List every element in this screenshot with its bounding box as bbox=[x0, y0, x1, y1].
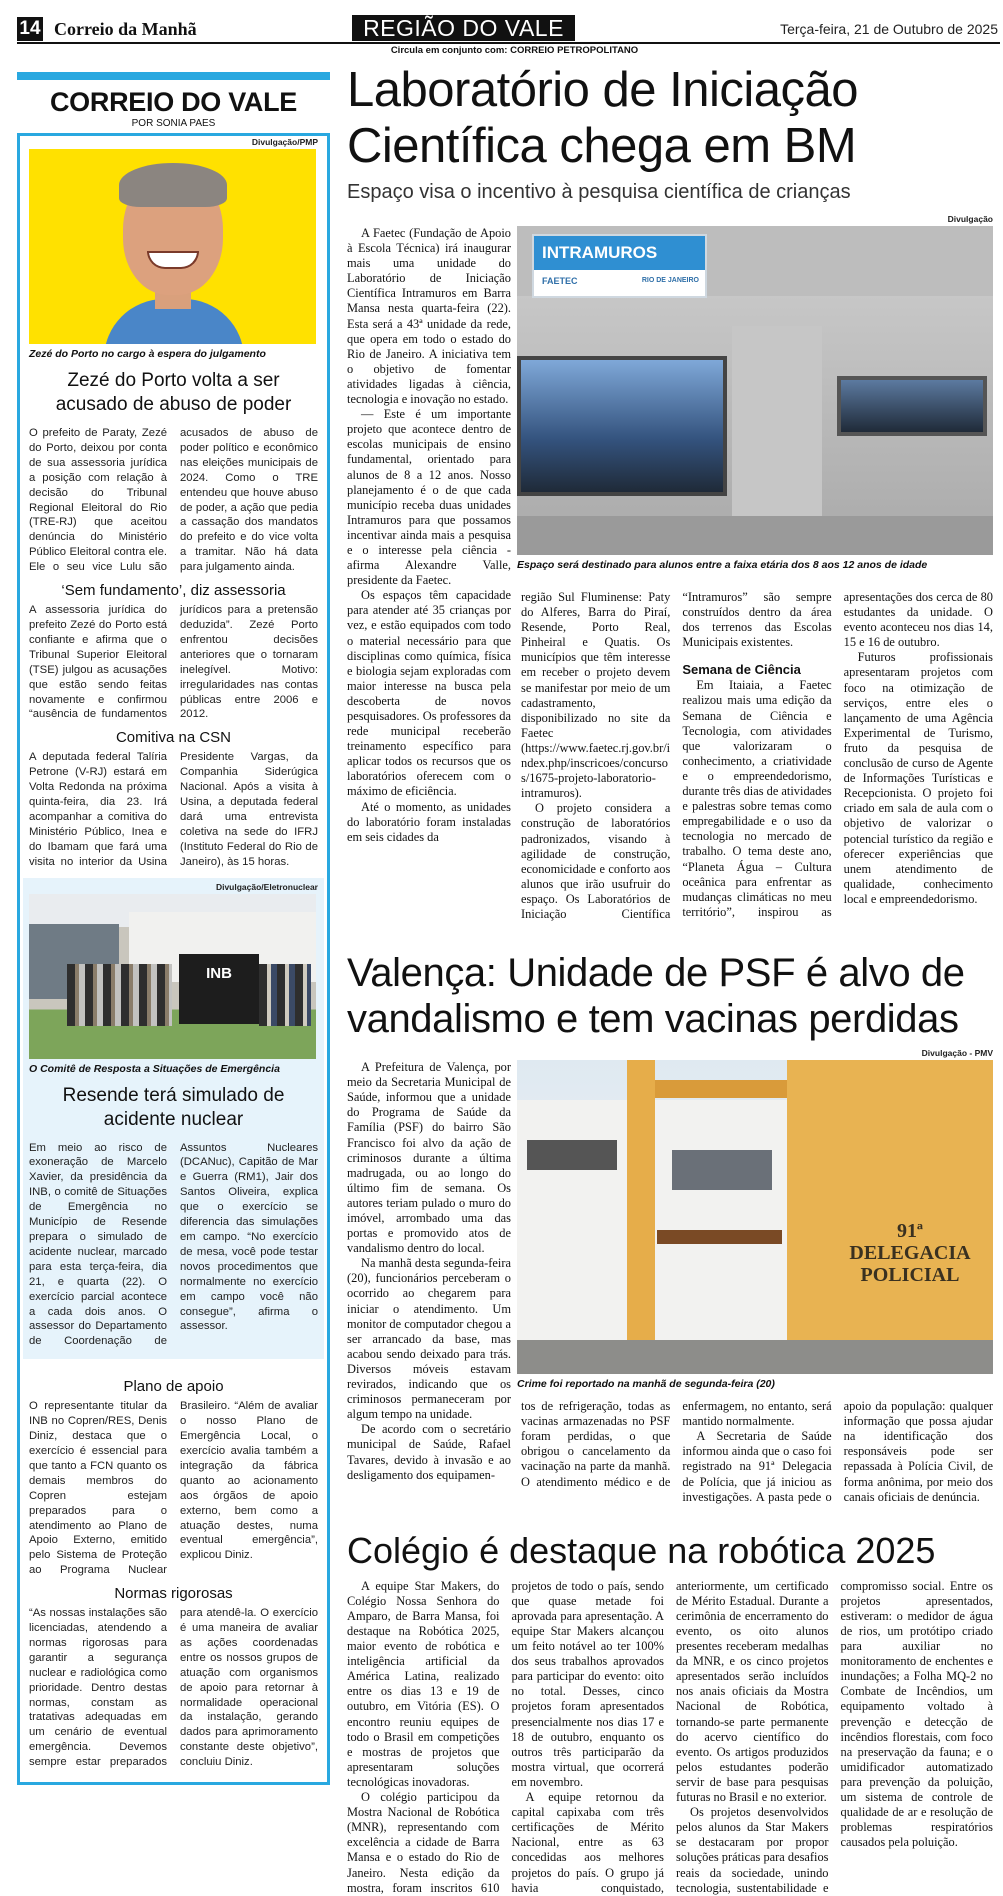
story-subhead: ‘Sem fundamento’, diz assessoria bbox=[61, 582, 286, 600]
story-text: O representante titular da INB no Copren/RES, Denis Diniz, destaca que o exercício é essencial para que tanto a FCN quanto os demais membros do Copren estejam preparados para o atendimento ao Plano de Apoio Externo, emitido pelo Sistema de Proteção ao Programa Nuclear Brasileiro. “Além de avaliar o nosso Plano de Emergência Local, o exercício avalia também a integração da fábrica quanto ao acionamento aos órgãos de apoio externo, bem como a atuação destes, numa eventual emergência”, explicou Diniz. bbox=[29, 1400, 318, 1577]
article-columns bbox=[517, 1399, 993, 1505]
paragraph: De acordo com o secretário municipal de Saúde, Rafael Tavares, devido à invasão e ao desligamento dos equipamen- bbox=[347, 1422, 511, 1482]
sign-org: FAETEC bbox=[542, 276, 578, 286]
column-byline: POR SONIA PAES bbox=[131, 118, 216, 129]
photo-caption: Zezé do Porto no cargo à espera do julgamento bbox=[29, 348, 266, 360]
paragraph: tos de refrigeração, todas as vacinas armazenadas no PSF foram perdidas, o que obrigou o cancelamento da vacinação na parte da manhã. O atendimento médico e de enfermagem, no entanto, será mantido normalmente. bbox=[521, 1399, 832, 1489]
story-text: Em meio ao risco de exoneração de Marcelo Xavier, da presidência da INB, o comitê de Situações de Emergência no Município de Resende prepara o simulado de acidente nuclear, marcado para esta terça-feira, dia 21, e quarta (22). O exercício parcial acontece a cada dois anos. O assessor do Departamento de Coordenação de Assuntos Nucleares (DCANuc), Capitão de Mar e Guerra (RM1), Jair dos Santos Oliveira, explica que o exercício se diferencia das simulações em campo. “No exercício de mesa, você pode testar novos procedimentos que normalmente no exercício em campo você não consegue”, afirma o assessor. bbox=[29, 1141, 318, 1348]
inb-sign: INB bbox=[179, 954, 259, 1024]
paragraph: Na manhã desta segunda-feira (20), funcionários perceberam o ocorrido ao chegarem para iniciar o atendimento. Um monitor de computador chegou a ser arrancado da base, mas acabou sendo deixado para trás. Diversos móveis estavam revirados, indicando que os criminosos permaneceram por algum tempo na unidade. bbox=[347, 1256, 511, 1422]
article-columns bbox=[517, 590, 993, 922]
article-headline: Valença: Unidade de PSF é alvo de vandalismo e tem vacinas perdidas bbox=[347, 951, 965, 1042]
column-box bbox=[17, 133, 330, 1785]
photo-credit: Divulgação - PMV bbox=[921, 1048, 993, 1059]
paragraph: A equipe Star Makers, do Colégio Nossa Senhora do Amparo, de Barra Mansa, foi destaque na Robótica 2025, maior evento de robótica e inteligência artificial da América Latina, realizado entre os dias 13 e 19 de outubro, em Vitória (ES). O encontro reuniu equipes de todo o Brasil em competições e mostras de projetos que apresentaram soluções tecnológicas inovadoras. bbox=[347, 1578, 500, 1789]
newspaper-name: Correio da Manhã bbox=[54, 19, 197, 39]
paragraph: Até o momento, as unidades do laboratório foram instaladas em seis cidades da bbox=[347, 799, 511, 844]
header-rule bbox=[17, 42, 1000, 44]
photo-credit: Divulgação/PMP bbox=[251, 137, 318, 147]
nuclear-story-panel bbox=[23, 878, 324, 1360]
paragraph: — Este é um importante projeto que acontece dentro de escolas municipais de ensino fundamental, orientado para alunos de 8 a 12 anos. Nosso planejamento é o de que cada município receba duas unidades Intramuros para que possamos incentivar ainda mais a pesquisa e o interesse pela ciência - afirma Alexandre Valle, presidente da Faetec. bbox=[347, 407, 511, 588]
issue-date: Terça-feira, 21 de Outubro de 2025 bbox=[780, 21, 998, 37]
story-headline: Resende terá simulado de acidente nuclear bbox=[62, 1084, 285, 1130]
article-headline: Laboratório de Iniciação Científica chega em BM bbox=[347, 63, 859, 173]
story-text: O prefeito de Paraty, Zezé do Porto, deixou por conta de sua assessoria jurídica a posição com relação à decisão do Tribunal Regional Eleitoral do Rio (TRE-RJ) que aceitou denúncia do Ministério Público Eleitoral contra ele. Ele o seu vice Lulu são acusados de abuso de poder político e econômico nas eleições municipais de 2024. Como o TRE entendeu que houve abuso de poder, a ação que pedia a cassação dos mandatos do prefeito e do vice volta a tramitar. Não há data para julgamento ainda. bbox=[29, 427, 318, 574]
photo-caption: Espaço será destinado para alunos entre a faixa etária dos 8 aos 12 anos de idade bbox=[517, 559, 928, 571]
paragraph: A Faetec (Fundação de Apoio à Escola Técnica) irá inaugurar mais uma unidade do Laboratório de Iniciação Científica Intramuros em Barra Mansa nesta quarta-feira (22). Esta será a 43ª unidade da rede, que opera em todo o estado do Rio de Janeiro. A iniciativa tem o objetivo de fomentar atividades ligadas à ciência, tecnologia e inovação no estado. bbox=[347, 226, 511, 407]
story-text: A deputada federal Talíria Petrone (V-RJ) estará em Volta Redonda na próxima quinta-feira, dia 23. Irá acompanhar a comitiva do Ministério Público, Inea e do Ibamam que fará uma visita no interior da Usina Presidente Vargas, da Companhia Siderúgica Nacional. Após a visita à Usina, a deputada federal dará uma entrevista coletiva na sede do IFRJ (Instituto Federal do Rio de Janeiro), às 15 horas. bbox=[29, 751, 318, 868]
article-headline: Colégio é destaque na robótica 2025 bbox=[347, 1529, 936, 1571]
paragraph: Os projetos desenvolvidos pelos alunos da Star Makers se destacaram por propor soluções práticas para desafios reais da sociedade, unindo tecnologia, sustentabilidade e compromisso social. Entre os projetos apresentados, estiveram: o medidor de água de rios, um protótipo criado para auxiliar no monitoramento de enchentes e inundações; a Folha MQ-2 no Combate de Incêndios, um equipamento voltado à prevenção e detecção de incêndios florestais, com foco na preservação da fauna; e o umidificador automatizado para prevenção da poluição, um sistema de controle de qualidade de ar e resolução de problemas respiratórios causados pela poluição. bbox=[676, 1578, 993, 1895]
story-text: A assessoria jurídica do prefeito Zezé do Porto está confiante e afirma que o Tribunal Superior Eleitoral (TSE) julgou as acusações que estão sendo feitas novamente e confirmou “ausência de fundamentos jurídicos para a pretensão deduzida”. Zezé Porto enfrentou decisões anteriores que o tornaram inelegível. Motivo: irregularidades nas contas públicas entre 2006 e 2012. bbox=[29, 604, 318, 721]
intramuros-sign bbox=[532, 234, 707, 298]
paragraph: O projeto considera a construção de laboratórios padronizados, visando à agilidade de construção, economicidade e conforto aos alunos que irão usufruir do espaço. Os Laboratórios de Iniciação Científica “Intramuros” são sempre construídos dentro da área dos terrenos das Escolas Municipais existentes. bbox=[521, 590, 832, 921]
article-body bbox=[347, 214, 993, 922]
portrait-photo bbox=[29, 149, 316, 344]
photo-credit: Divulgação/Eletronuclear bbox=[215, 881, 318, 892]
psf-building-photo bbox=[517, 1060, 993, 1374]
page-number: 14 bbox=[17, 17, 43, 41]
story-resende-continued bbox=[29, 1377, 318, 1770]
article-column bbox=[347, 226, 511, 922]
photo-caption: Crime foi reportado na manhã de segunda-feira (20) bbox=[517, 1378, 775, 1391]
story-headline: Zezé do Porto volta a ser acusado de abuso de poder bbox=[55, 370, 292, 415]
photo-caption: O Comitê de Resposta a Situações de Emergência bbox=[29, 1062, 280, 1075]
paragraph: A Secretaria de Saúde informou ainda que o caso foi registrado na 91ª Delegacia de Polícia, que já iniciou as investigações. A pasta pede o apoio da população: qualquer informação que possa ajudar na identificação dos responsáveis pode ser repassada à Polícia Civil, de forma anônima, por meio dos canais oficiais de denúncia. bbox=[682, 1399, 993, 1504]
intramuros-photo bbox=[517, 226, 993, 555]
story-subhead: Plano de apoio bbox=[123, 1378, 224, 1396]
paragraph: O colégio participou da Mostra Nacional de Robótica (MNR), representando com excelência a cidade de Barra Mansa e o estado do Rio de Janeiro. Nesta edição da mostra, foram inscritos 610 projetos de todo o país, sendo que quase metade foi aprovada para apresentação. A equipe Star Makers alcançou um feito notável ao ter 100% dos seus trabalhos aprovados para participar do evento: oito no total. Desses, cinco projetos foram apresentados presencialmente nos dias 17 e 18 de outubro, enquanto os outros três participarão da mostra virtual, que ocorrerá em novembro. bbox=[347, 1578, 664, 1895]
section-label: REGIÃO DO VALE bbox=[352, 15, 575, 41]
story-text: “As nossas instalações são licenciadas, atendendo a normas rigorosas para garantir a segurança nuclear e radiológica como prioridade. Dentro destas normas, constam as tratativas adequadas em um cenário de eventual emergência. Devemos sempre estar preparados para atendê-la. O exercício é uma maneira de avaliar as ações coordenadas entre os nossos grupos de atuação com organismos de apoio para retornar à normalidade operacional da instalação, gerando dados para aprimoramento constante deste objetivo”, concluiu Diniz. bbox=[29, 1607, 318, 1769]
article-body bbox=[347, 1048, 993, 1505]
main-area bbox=[347, 62, 993, 1896]
circulation-note: Circula em conjunto com: CORREIO PETROPOLITANO bbox=[390, 45, 639, 56]
story-subhead: Comitiva na CSN bbox=[115, 729, 232, 747]
delegacia-sign: 91ª DELEGACIA POLICIAL bbox=[849, 1220, 971, 1287]
sign-state: RIO DE JANEIRO bbox=[641, 277, 699, 284]
sign-title: INTRAMUROS bbox=[534, 236, 705, 270]
column-title: CORREIO DO VALE bbox=[49, 87, 298, 117]
photo-credit: Divulgação bbox=[947, 214, 993, 224]
paragraph: Futuros profissionais apresentaram projetos com foco na otimização de serviços, entre eles o lançamento de uma Agência Experimental de Turismo, fruto da pesquisa de conclusão de curso de Agente de Informações Turísticas e Recepcionista. O projeto foi criado em sala de aula com o objetivo de valorizar o potencial turístico da região e oferecer experiências que unem atendimento de qualidade, conhecimento local e empreendedorismo. bbox=[843, 650, 993, 906]
article-columns bbox=[347, 1579, 993, 1896]
paragraph: Em Itaiaia, a Faetec realizou mais uma edição da Semana de Ciência e Tecnologia, com atividades que valorizaram o conhecimento, a criatividade e o empreendedorismo, durante três dias de atividades e palestras sobre temas como empregabilidade e o uso da tecnologia no mercado de trabalho. O tema deste ano, “Planeta Água – Cultura oceânica para enfrentar as mudanças climáticas no meu território”, inspirou as apresentações dos cerca de 80 estudantes da unidade. O evento aconteceu nos dias 14, 15 e 16 de outubro. bbox=[682, 590, 993, 919]
article-subhead: Semana de Ciência bbox=[682, 662, 801, 678]
paragraph: A equipe retornou da capital capixaba com três certificações de Mérito Nacional, entre as 63 concedidas aos melhores projetos do país. O grupo já havia conquistado, anteriormente, um certificado de Mérito Estadual. Durante a cerimônia de encerramento do evento, os oito alunos presentes receberam medalhas da MNR, e os cinco projetos apresentados serão incluídos nos anais oficiais da Mostra Nacional de Robótica, tornando-se parte permanente do acervo científico do evento. Os artigos produzidos pelos estudantes poderão servir de base para pesquisas futuras no Brasil e no exterior. bbox=[511, 1578, 829, 1895]
column-accent-bar bbox=[17, 72, 330, 80]
paragraph: região Sul Fluminense: Paty do Alferes, Barra do Piraí, Resende, Porto Real, Pinheiral e Quatis. Os municípios que têm interesse em receber o projeto devem se manifestar por meio de um cadastramento, disponibilizado no site da Faetec (https://www.faetec.rj.gov.br/index.php/inscricoes/concursos/1675-projeto-laboratorio-intramuros). bbox=[521, 590, 671, 801]
article-deck: Espaço visa o incentivo à pesquisa científica de crianças bbox=[347, 181, 851, 203]
story-subhead: Normas rigorosas bbox=[114, 1585, 233, 1603]
article-column bbox=[347, 1060, 511, 1505]
story-zeze bbox=[29, 369, 318, 870]
paragraph: A Prefeitura de Valença, por meio da Secretaria Municipal de Saúde, informou que a unidade do Programa de Saúde da Família (PSF) do bairro São Francisco foi alvo da ação de criminosos durante a última madrugada, ou ao longo do último fim de semana. Os autores teriam pulado o muro do imóvel, arrombado uma das portas e promovido atos de vandalismo dentro do local. bbox=[347, 1060, 511, 1256]
paragraph: Os espaços têm capacidade para atender até 35 crianças por vez, e estão equipados com todo o material necessário para que disciplinas como química, física e biologia sejam exploradas com maior interesse na busca pela descoberta de novos pesquisadores. Os professores da rede municipal receberão treinamento específico para aplicar todos os recursos que os laboratórios oferecem com o máximo de eficiência. bbox=[347, 588, 511, 799]
inb-group-photo bbox=[29, 894, 316, 1059]
